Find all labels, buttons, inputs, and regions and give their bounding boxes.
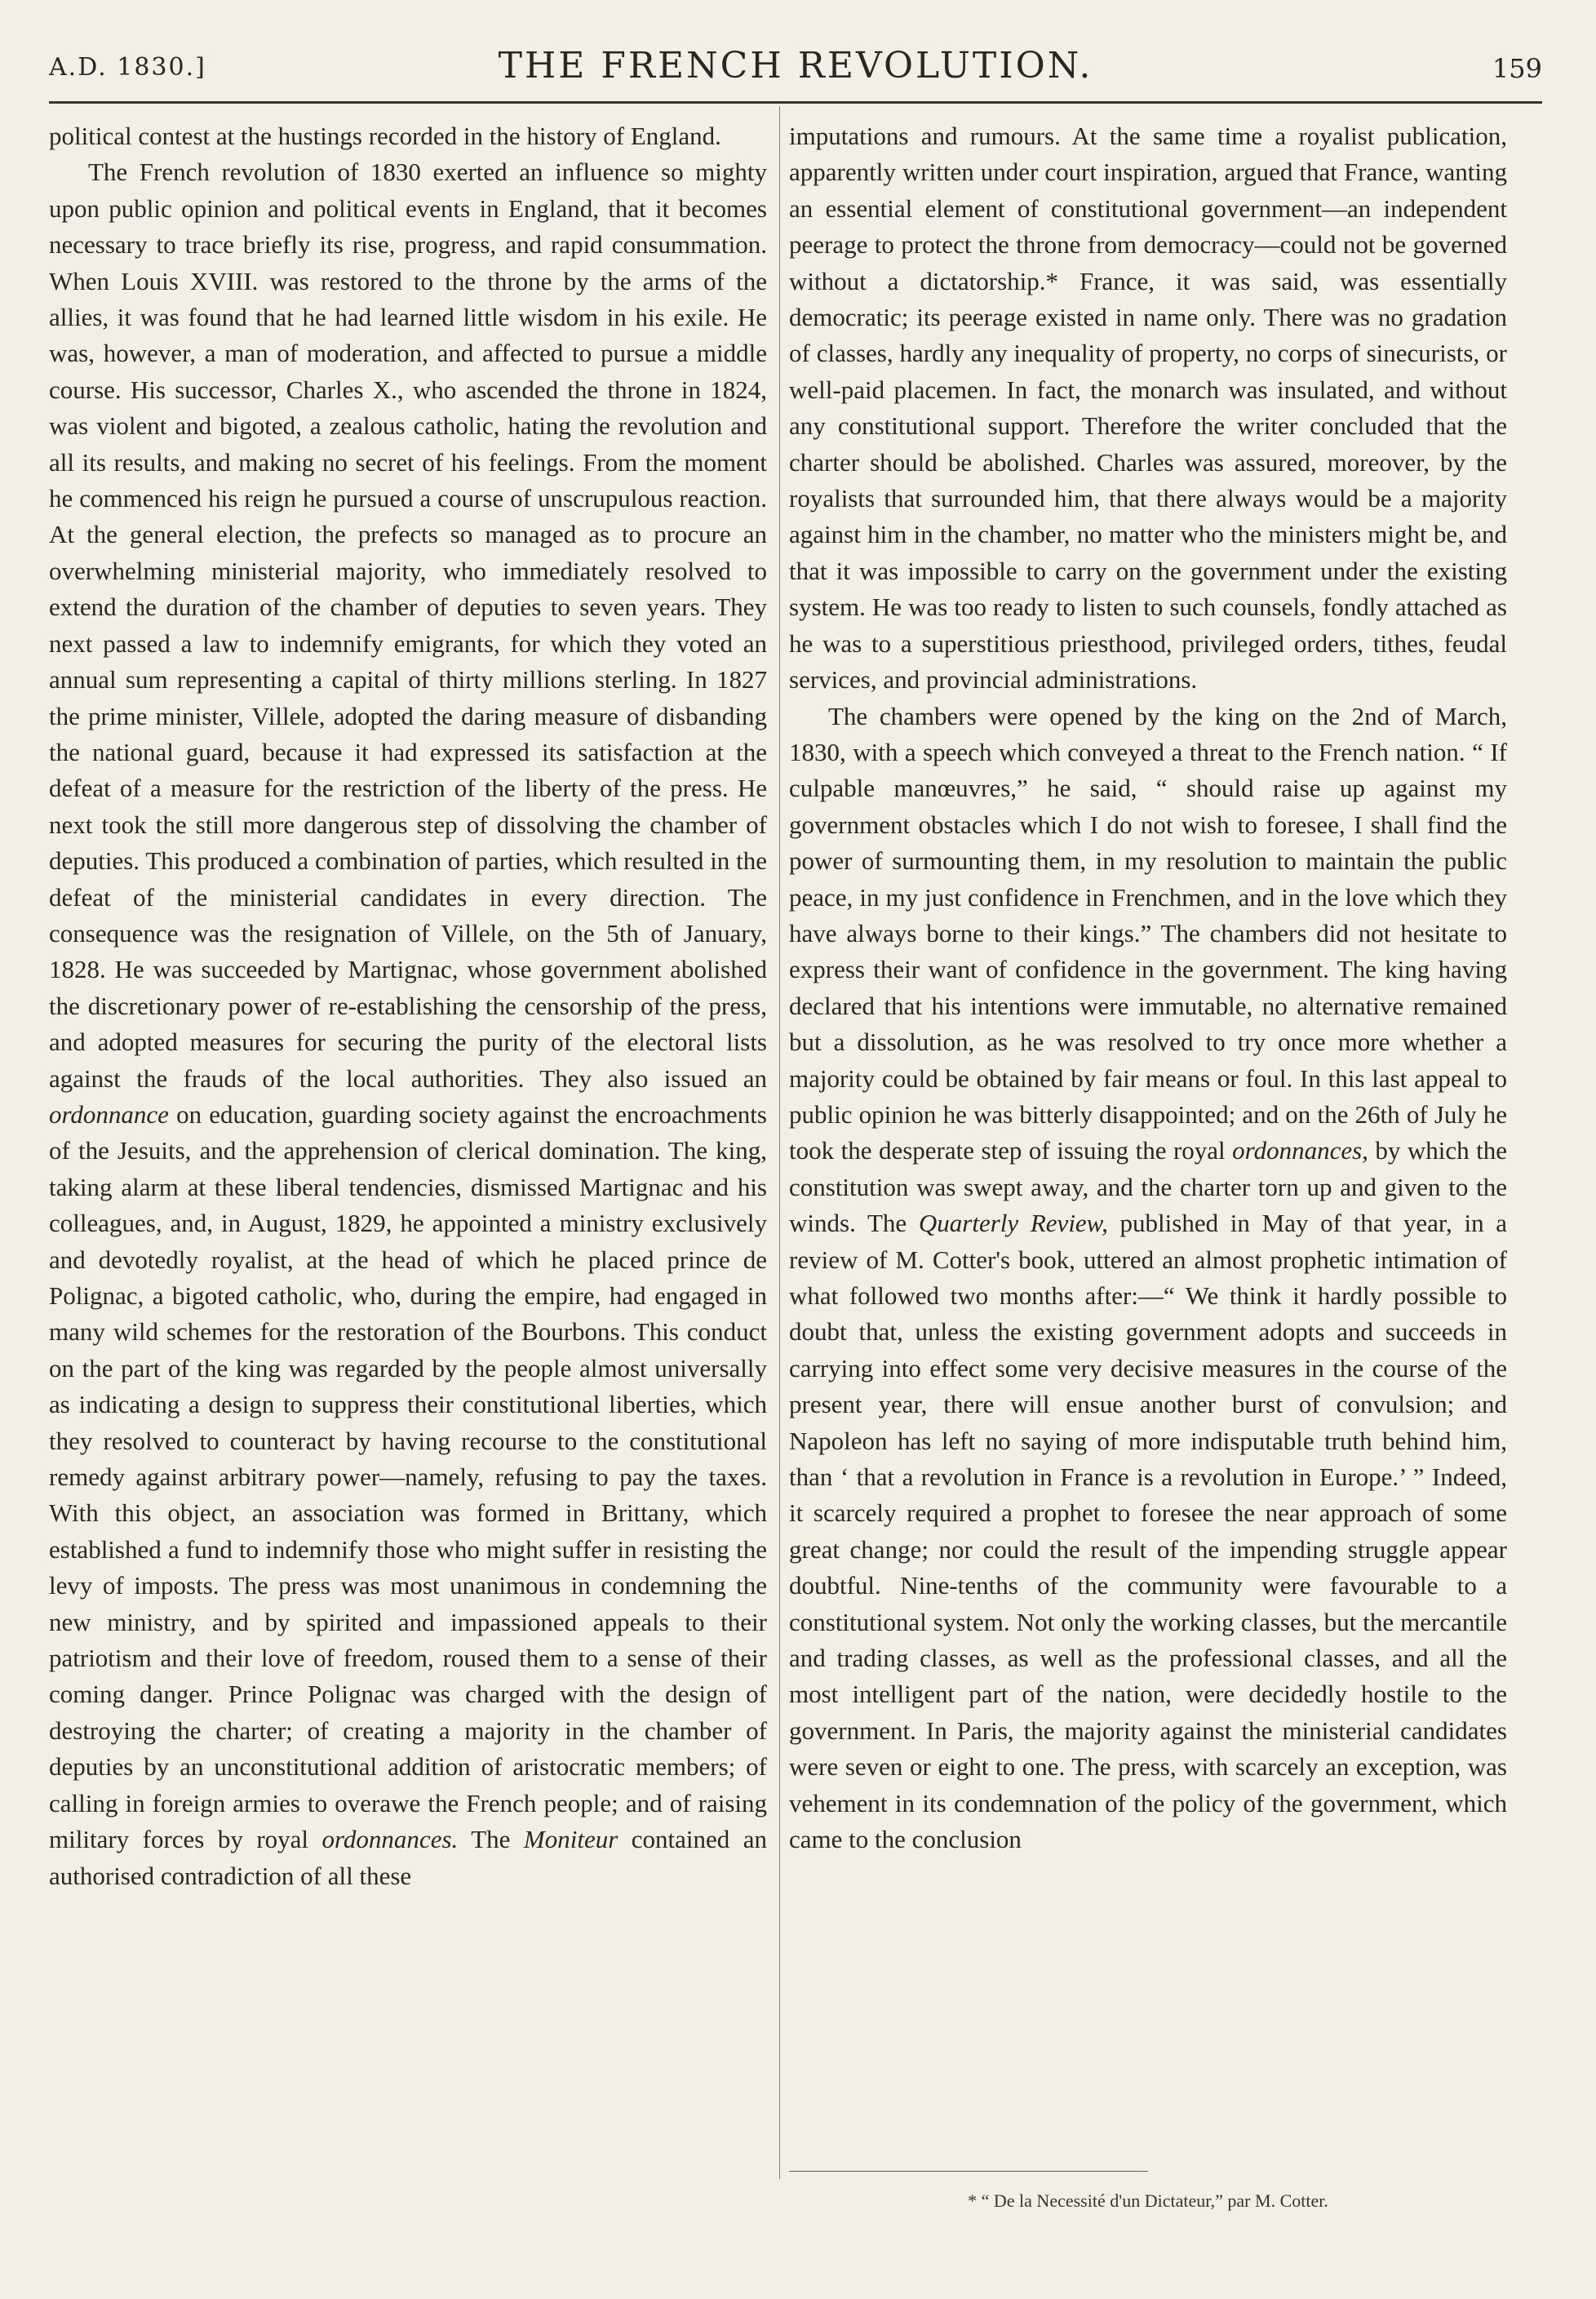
right-column <box>789 118 1507 1858</box>
footnote: * “ De la Necessité d'un Dictateur,” par M. Cotter. <box>968 2190 1328 2211</box>
column-divider <box>779 106 780 2179</box>
paragraph: The French revolution of 1830 exerted an influence so mighty upon public opinion and political events in England, that it becomes necessary to trace briefly its rise, progress, and rapid consummation. When Louis XVIII. was restored to the throne by the arms of the allies, it was found that he had learned little wisdom in his exile. He was, however, a man of moderation, and affected to pursue a middle course. His successor, Charles X., who ascended the throne in 1824, was violent and bigoted, a zealous catholic, hating the revolution and all its results, and making no secret of his feelings. From the moment he commenced his reign he pursued a course of unscrupulous reaction. At the general election, the prefects so managed as to procure an overwhelming ministerial majority, who immediately resolved to extend the duration of the chamber of deputies to seven years. They next passed a law to indemnify emigrants, for which they voted an annual sum representing a capital of thirty millions sterling. In 1827 the prime minister, Villele, adopted the daring measure of disbanding the national guard, because it had expressed its satisfaction at the defeat of a measure for the restriction of the liberty of the press. He next took the still more dangerous step of dissolving the chamber of deputies. This produced a combination of parties, which resulted in the defeat of the ministerial candidates in every direction. The consequence was the resignation of Villele, on the 5th of January, 1828. He was succeeded by Martignac, whose government abolished the discretionary power of re-establishing the censorship of the press, and adopted measures for securing the purity of the electoral lists against the frauds of the local authorities. They also issued an ordonnance on education, guarding society against the encroachments of the Jesuits, and the apprehension of clerical domination. The king, taking alarm at these liberal tendencies, dismissed Martignac and his colleagues, and, in August, 1829, he appointed a ministry exclusively and devotedly royalist, at the head of which he placed prince de Polignac, a bigoted catholic, who, during the empire, had engaged in many wild schemes for the restoration of the Bourbons. This conduct on the part of the king was regarded by the people almost universally as indicating a design to suppress their constitutional liberties, which they resolved to counteract by having recourse to the constitutional remedy against arbitrary power—namely, refusing to pay the taxes. With this object, an association was formed in Brittany, which established a fund to indemnify those who might suffer in resisting the levy of imposts. The press was most unanimous in condemning the new ministry, and by spirited and impassioned appeals to their patriotism and their love of freedom, roused them to a sense of their coming danger. Prince Polignac was charged with the design of destroying the charter; of creating a majority in the chamber of deputies by an unconstitutional addition of aristocratic members; of calling in foreign armies to overawe the French people; and of raising military forces by royal ordonnances. The Moniteur contained an authorised contradiction of all these <box>49 158 767 1890</box>
footnote-rule <box>789 2171 1148 2172</box>
page-number: 159 <box>1492 53 1542 84</box>
paragraph: The chambers were opened by the king on the 2nd of March, 1830, with a speech which conveyed a threat to the French nation. “ If culpable manœuvres,” he said, “ should raise up against my government obstacles which I do not wish to foresee, I shall find the power of surmounting them, in my resolution to maintain the public peace, in my just confidence in Frenchmen, and in the love which they have always borne to their kings.” The chambers did not hesitate to express their want of confidence in the government. The king having declared that his intentions were immutable, no alternative remained but a dissolution, as he was resolved to try once more whether a majority could be obtained by fair means or foul. In this last appeal to public opinion he was bitterly disappointed; and on the 26th of July he took the desperate step of issuing the royal ordonnances, by which the constitution was swept away, and the charter torn up and given to the winds. The Quarterly Review, published in May of that year, in a review of M. Cotter's book, uttered an almost prophetic intimation of what followed two months after:—“ We think it hardly possible to doubt that, unless the existing government adopts and succeeds in carrying into effect some very decisive measures in the course of the present year, there will ensue another burst of convulsion; and Napoleon has left no saying of more indisputable truth behind him, than ‘ that a revolution in France is a revolution in Europe.’ ” Indeed, it scarcely required a prophet to foresee the near approach of some great change; nor could the result of the impending struggle appear doubtful. Nine-tenths of the community were favourable to a constitutional system. Not only the working classes, but the mercantile and trading classes, as well as the professional classes, and all the most intelligent part of the nation, were decidedly hostile to the government. In Paris, the majority against the ministerial candidates were seven or eight to one. The press, with scarcely an exception, was vehement in its condemnation of the policy of the government, which came to the conclusion <box>789 701 1508 1854</box>
left-column <box>49 118 767 1894</box>
paragraph: political contest at the hustings recorded in the history of England. <box>49 122 721 150</box>
page-title: THE FRENCH REVOLUTION. <box>498 45 1093 87</box>
running-header <box>49 45 1542 94</box>
header-date: A.D. 1830.] <box>49 53 206 82</box>
paragraph: imputations and rumours. At the same time a royalist publication, apparently written under court inspiration, argued that France, wanting an essential element of constitutional government—an independent peerage to protect the throne from democracy—could not be governed without a dictatorship.* France, it was said, was essentially democratic; its peerage existed in name only. There was no gradation of classes, hardly any inequality of property, no corps of sinecurists, or well-paid placemen. In fact, the monarch was insulated, and without any constitutional support. Therefore the writer concluded that the charter should be abolished. Charles was assured, moreover, by the royalists that surrounded him, that there always would be a majority against him in the chamber, no matter who the ministers might be, and that it was impossible to carry on the government under the existing system. He was too ready to listen to such counsels, fondly attached as he was to a superstitious priesthood, privileged orders, tithes, feudal services, and provincial administrations. <box>789 122 1507 695</box>
header-rule <box>49 101 1542 104</box>
